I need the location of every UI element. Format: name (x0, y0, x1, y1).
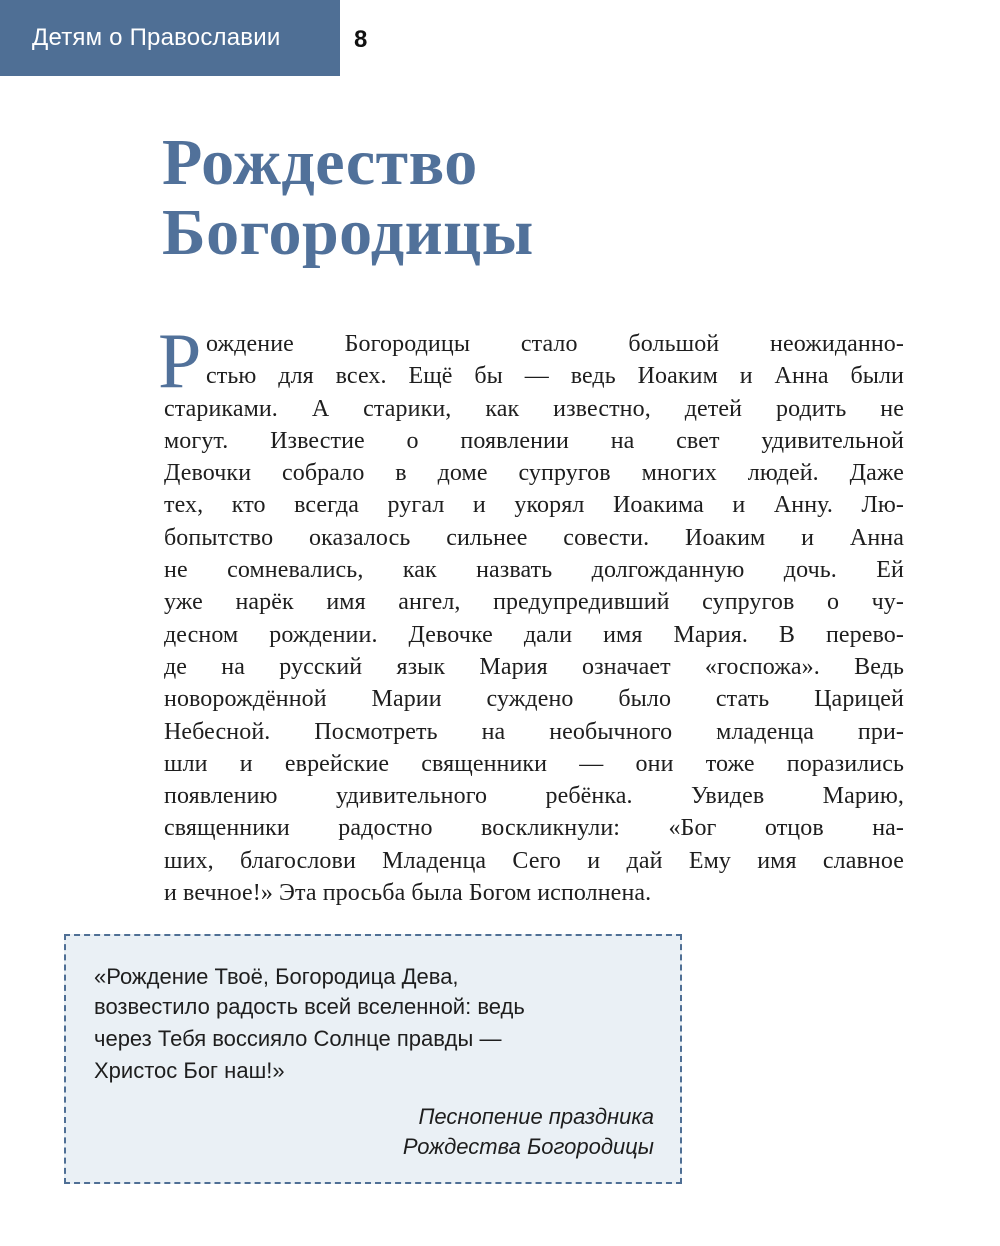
body-line: новорождённой Марии суждено было стать Царицей (164, 686, 904, 713)
quote-line: через Тебя воссияло Солнце правды — (94, 1026, 502, 1051)
body-line: уже нарёк имя ангел, предупредивший супругов о чу- (164, 589, 904, 616)
body-line: десном рождении. Девочке дали имя Мария. В перево- (164, 621, 904, 648)
header-band (0, 0, 340, 76)
quote-line: возвестило радость всей вселенной: ведь (94, 994, 525, 1019)
page-title (162, 128, 534, 268)
body-line: и вечное!» Эта просьба была Богом исполнена. (164, 880, 652, 907)
body-line: Девочки собрало в доме супругов многих людей. Даже (164, 460, 904, 487)
title-line-1: Рождество (162, 126, 478, 199)
quote-line: Христос Бог наш!» (94, 1058, 285, 1083)
title-line-2: Богородицы (162, 196, 534, 269)
body-line: тех, кто всегда ругал и укорял Иоакима и Анну. Лю- (164, 492, 904, 519)
quote-attribution-line: Песнопение праздника (418, 1104, 654, 1129)
body-line: ших, благослови Младенца Сего и дай Ему имя славное (164, 847, 904, 874)
body-line: не сомневались, как назвать долгожданную дочь. Ей (164, 557, 904, 584)
quote-line: «Рождение Твоё, Богородица Дева, (94, 964, 459, 989)
body-line: бопытство оказалось сильнее совести. Иоаким и Анна (164, 524, 904, 551)
body-line: священники радостно воскликнули: «Бог отцов на- (164, 815, 904, 842)
body-line: Небесной. Посмотреть на необычного младенца при- (164, 718, 904, 745)
body-line: стариками. А старики, как известно, детей родить не (164, 395, 904, 422)
body-line: шли и еврейские священники — они тоже поразились (164, 750, 904, 777)
body-text (158, 317, 904, 909)
body-line: стью для всех. Ещё бы — ведь Иоаким и Анна были (206, 363, 904, 390)
body-line: де на русский язык Мария означает «госпожа». Ведь (164, 653, 904, 680)
drop-cap: Р (158, 317, 202, 404)
page-number: 8 (354, 26, 368, 53)
quote-attribution-line: Рождества Богородицы (402, 1134, 654, 1159)
body-line: появлению удивительного ребёнка. Увидев Марию, (164, 783, 904, 810)
quote-box (64, 934, 682, 1184)
body-line: ождение Богородицы стало большой неожиданно- (206, 331, 904, 357)
series-title: Детям о Православии (32, 24, 281, 51)
body-line: могут. Известие о появлении на свет удивительной (164, 427, 904, 454)
